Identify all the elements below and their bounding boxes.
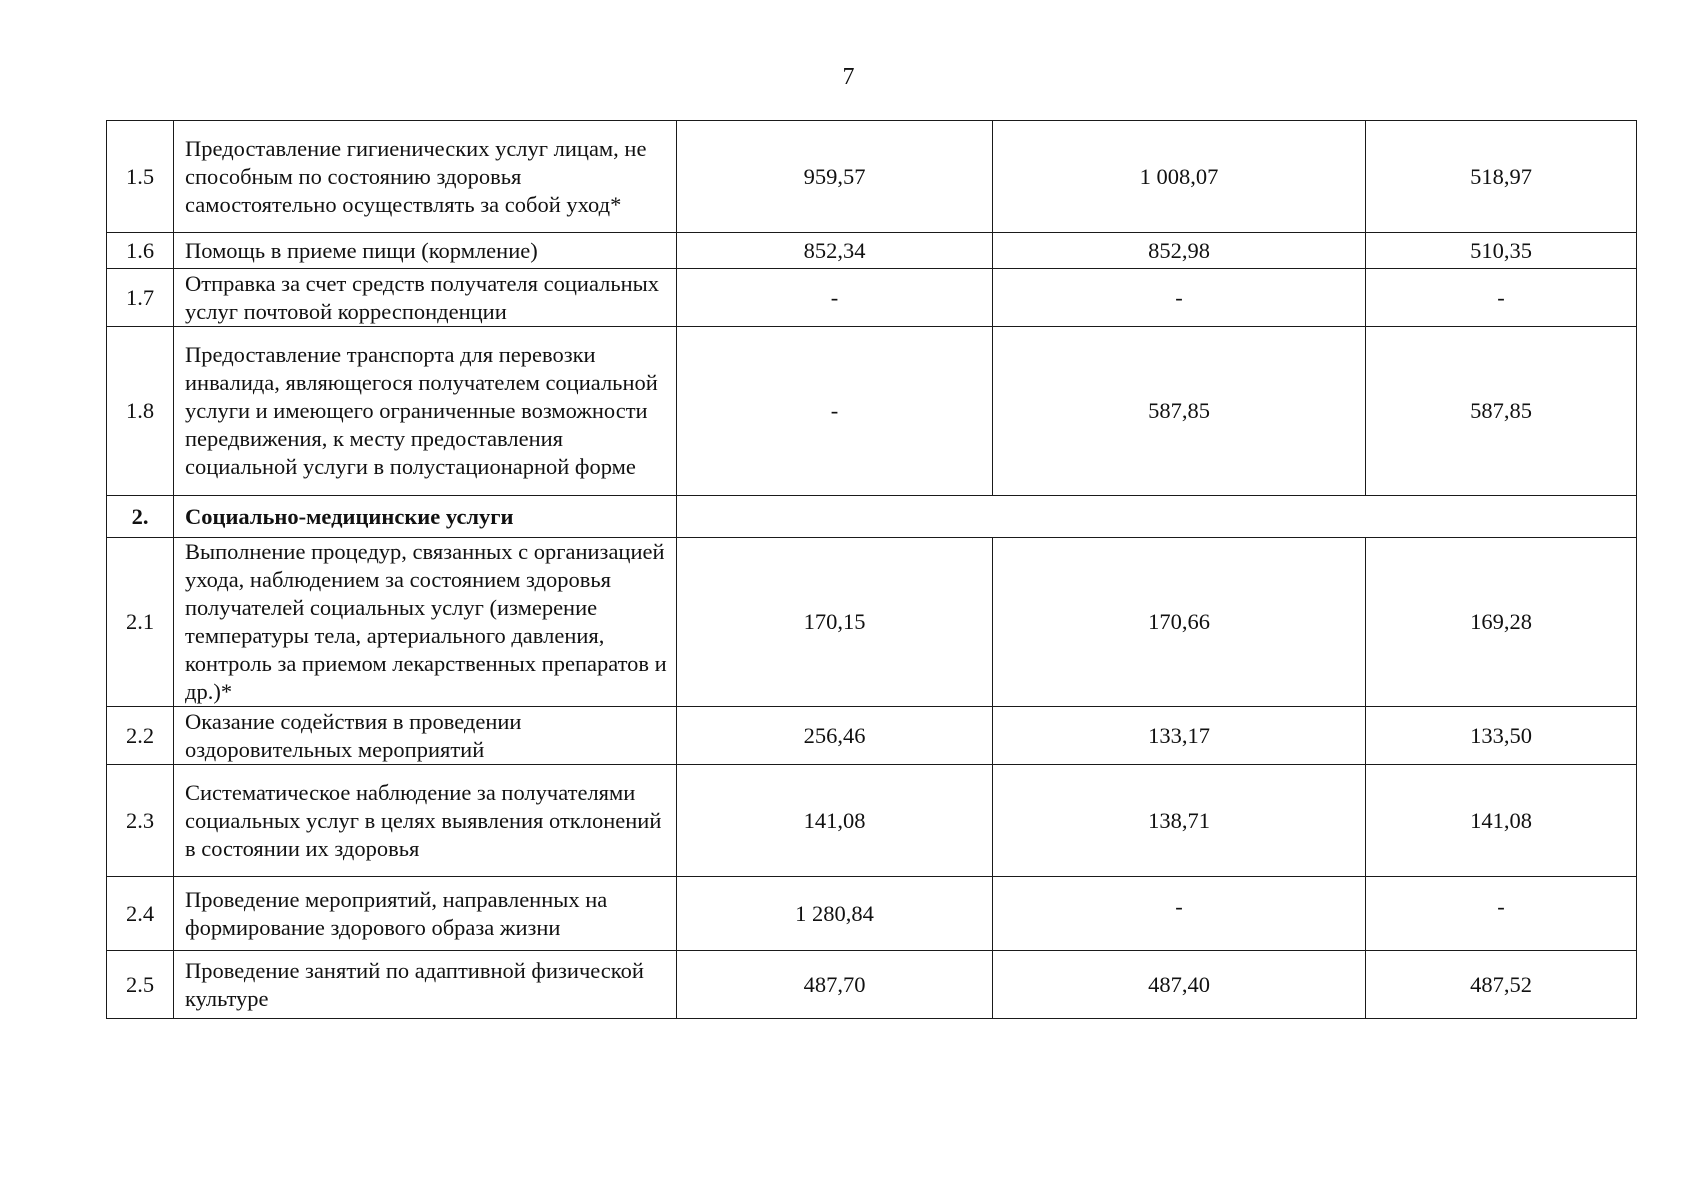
service-name: Помощь в приеме пищи (кормление) bbox=[174, 233, 677, 269]
value-col-3: 510,35 bbox=[1366, 233, 1637, 269]
table-row bbox=[107, 877, 1637, 951]
table-row bbox=[107, 269, 1637, 327]
value-col-2: - bbox=[993, 877, 1366, 951]
service-name: Отправка за счет средств получателя социальных услуг почтовой корреспонденции bbox=[174, 269, 677, 327]
table-row bbox=[107, 765, 1637, 877]
value-col-2: 170,66 bbox=[993, 538, 1366, 707]
value-col-3: - bbox=[1366, 877, 1637, 951]
value-col-1: - bbox=[677, 269, 993, 327]
section-number: 2. bbox=[107, 496, 174, 538]
value-col-2: 852,98 bbox=[993, 233, 1366, 269]
service-name: Выполнение процедур, связанных с организацией ухода, наблюдением за состоянием здоровья получателей социальных услуг (измерение температуры тела, артериального давления, контроль за приемом лекарственных препаратов и др.)* bbox=[174, 538, 677, 707]
row-number: 2.2 bbox=[107, 707, 174, 765]
row-number: 1.6 bbox=[107, 233, 174, 269]
value-col-3: 587,85 bbox=[1366, 327, 1637, 496]
row-number: 1.5 bbox=[107, 121, 174, 233]
row-number: 2.4 bbox=[107, 877, 174, 951]
service-name: Предоставление транспорта для перевозки инвалида, являющегося получателем социальной услуги и имеющего ограниченные возможности передвижения, к месту предоставления социальной услуги в полустационарной форме bbox=[174, 327, 677, 496]
service-name: Оказание содействия в проведении оздоровительных мероприятий bbox=[174, 707, 677, 765]
page-number: 7 bbox=[842, 64, 855, 90]
table-row bbox=[107, 538, 1637, 707]
row-number: 1.8 bbox=[107, 327, 174, 496]
service-name: Проведение занятий по адаптивной физической культуре bbox=[174, 951, 677, 1019]
section-row bbox=[107, 496, 1637, 538]
value-col-1: 1 280,84 bbox=[677, 877, 993, 951]
value-col-3: 169,28 bbox=[1366, 538, 1637, 707]
row-number: 2.3 bbox=[107, 765, 174, 877]
services-tariff-table bbox=[106, 120, 1637, 1019]
value-col-1: - bbox=[677, 327, 993, 496]
value-col-1: 852,34 bbox=[677, 233, 993, 269]
row-number: 2.5 bbox=[107, 951, 174, 1019]
value-col-1: 959,57 bbox=[677, 121, 993, 233]
table-row bbox=[107, 951, 1637, 1019]
value-col-2: 138,71 bbox=[993, 765, 1366, 877]
value-col-3: 518,97 bbox=[1366, 121, 1637, 233]
value-col-2: 133,17 bbox=[993, 707, 1366, 765]
service-name: Проведение мероприятий, направленных на формирование здорового образа жизни bbox=[174, 877, 677, 951]
service-name: Предоставление гигиенических услуг лицам, не способным по состоянию здоровья самостоятельно осуществлять за собой уход* bbox=[174, 121, 677, 233]
value-col-2: - bbox=[993, 269, 1366, 327]
value-col-1: 487,70 bbox=[677, 951, 993, 1019]
value-col-1: 141,08 bbox=[677, 765, 993, 877]
table-row bbox=[107, 327, 1637, 496]
table-row bbox=[107, 707, 1637, 765]
value-col-3: 133,50 bbox=[1366, 707, 1637, 765]
value-col-2: 587,85 bbox=[993, 327, 1366, 496]
value-col-3: 487,52 bbox=[1366, 951, 1637, 1019]
table-row bbox=[107, 233, 1637, 269]
value-col-2: 487,40 bbox=[993, 951, 1366, 1019]
section-empty-cell bbox=[677, 496, 1637, 538]
section-title: Социально-медицинские услуги bbox=[174, 496, 677, 538]
value-col-1: 170,15 bbox=[677, 538, 993, 707]
value-col-1: 256,46 bbox=[677, 707, 993, 765]
table-row bbox=[107, 121, 1637, 233]
row-number: 2.1 bbox=[107, 538, 174, 707]
row-number: 1.7 bbox=[107, 269, 174, 327]
value-col-2: 1 008,07 bbox=[993, 121, 1366, 233]
service-name: Систематическое наблюдение за получателями социальных услуг в целях выявления отклонений в состоянии их здоровья bbox=[174, 765, 677, 877]
value-col-3: - bbox=[1366, 269, 1637, 327]
value-col-3: 141,08 bbox=[1366, 765, 1637, 877]
